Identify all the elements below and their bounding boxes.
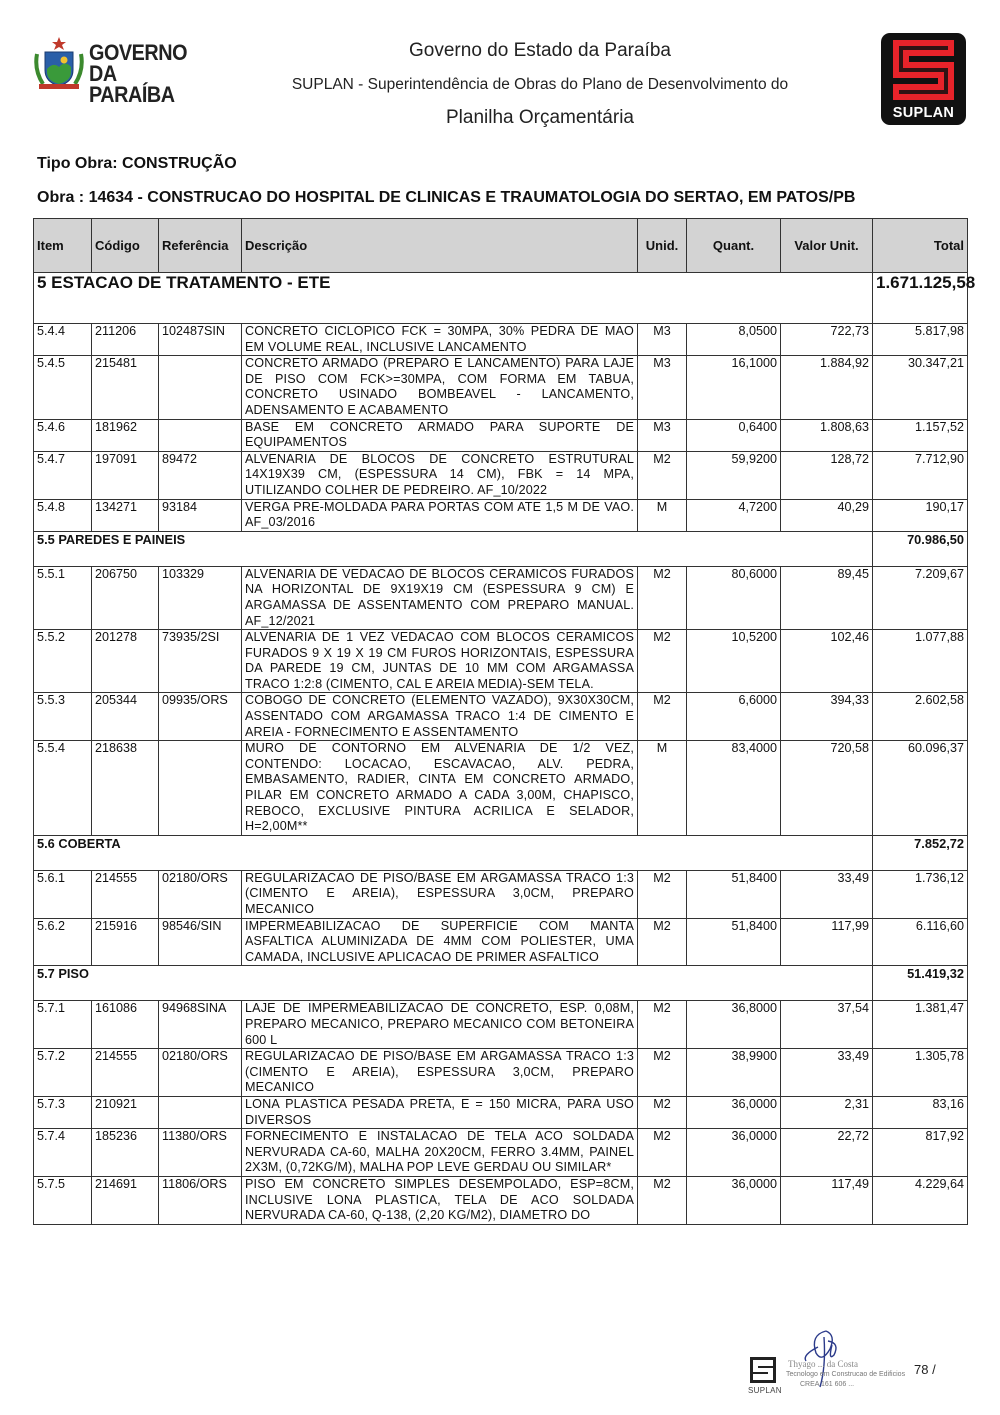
cell-referencia: 11380/ORS <box>159 1129 242 1177</box>
cell-descricao: VERGA PRE-MOLDADA PARA PORTAS COM ATE 1,5 M DE VAO. AF_03/2016 <box>242 499 638 531</box>
signature-icon <box>796 1327 856 1389</box>
cell-valor-unit: 1.884,92 <box>781 356 873 419</box>
cell-descricao: CONCRETO CICLOPICO FCK = 30MPA, 30% PEDRA DE MAO EM VOLUME REAL, INCLUSIVE LANCAMENTO <box>242 324 638 356</box>
cell-referencia: 89472 <box>159 451 242 499</box>
cell-descricao: LONA PLASTICA PESADA PRETA, E = 150 MICRA, PARA USO DIVERSOS <box>242 1096 638 1128</box>
cell-item: 5.5.2 <box>34 630 92 693</box>
cell-unid: M3 <box>638 419 687 451</box>
cell-codigo: 215916 <box>92 918 159 966</box>
cell-total: 7.712,90 <box>873 451 968 499</box>
obra-title: Obra : 14634 - CONSTRUCAO DO HOSPITAL DE CLINICAS E TRAUMATOLOGIA DO SERTAO, EM PATOS/PB <box>37 189 856 206</box>
cell-item: 5.5.3 <box>34 693 92 741</box>
cell-unid: M2 <box>638 1001 687 1049</box>
cell-codigo: 201278 <box>92 630 159 693</box>
cell-valor-unit: 40,29 <box>781 499 873 531</box>
cell-item: 5.7.1 <box>34 1001 92 1049</box>
cell-referencia: 98546/SIN <box>159 918 242 966</box>
cell-unid: M2 <box>638 1129 687 1177</box>
section-row <box>34 966 968 1001</box>
table-row <box>34 1049 968 1097</box>
cell-total: 30.347,21 <box>873 356 968 419</box>
cell-item: 5.7.5 <box>34 1176 92 1224</box>
col-header-codigo: Código <box>92 219 159 273</box>
cell-valor-unit: 117,49 <box>781 1176 873 1224</box>
cell-item: 5.6.2 <box>34 918 92 966</box>
cell-unid: M2 <box>638 693 687 741</box>
tipo-obra: Tipo Obra: CONSTRUÇÃO <box>37 155 237 172</box>
page-number: 78 / <box>914 1362 936 1377</box>
cell-valor-unit: 33,49 <box>781 870 873 918</box>
table-row <box>34 451 968 499</box>
cell-quant: 80,6000 <box>687 566 781 629</box>
cell-quant: 4,7200 <box>687 499 781 531</box>
col-header-total: Total <box>873 219 968 273</box>
section-total: 1.671.125,58 <box>873 273 968 324</box>
col-header-quant: Quant. <box>687 219 781 273</box>
cell-codigo: 211206 <box>92 324 159 356</box>
cell-referencia <box>159 1096 242 1128</box>
cell-item: 5.4.4 <box>34 324 92 356</box>
cell-total: 60.096,37 <box>873 741 968 836</box>
cell-total: 6.116,60 <box>873 918 968 966</box>
col-header-item: Item <box>34 219 92 273</box>
cell-item: 5.5.1 <box>34 566 92 629</box>
cell-codigo: 214555 <box>92 1049 159 1097</box>
cell-valor-unit: 128,72 <box>781 451 873 499</box>
cell-valor-unit: 720,58 <box>781 741 873 836</box>
cell-referencia <box>159 741 242 836</box>
table-row <box>34 566 968 629</box>
section-label: 5 ESTACAO DE TRATAMENTO - ETE <box>34 273 873 324</box>
table-row <box>34 918 968 966</box>
cell-total: 1.381,47 <box>873 1001 968 1049</box>
stamp-role: Tecnologo em Construcao de Edificios <box>786 1371 906 1378</box>
cell-codigo: 215481 <box>92 356 159 419</box>
cell-codigo: 161086 <box>92 1001 159 1049</box>
table-row <box>34 1129 968 1177</box>
cell-quant: 36,0000 <box>687 1129 781 1177</box>
cell-referencia: 02180/ORS <box>159 870 242 918</box>
table-row <box>34 741 968 836</box>
cell-referencia <box>159 356 242 419</box>
cell-unid: M <box>638 499 687 531</box>
cell-unid: M2 <box>638 870 687 918</box>
cell-total: 7.209,67 <box>873 566 968 629</box>
cell-descricao: ALVENARIA DE VEDACAO DE BLOCOS CERAMICOS FURADOS NA HORIZONTAL DE 9X19X19 CM (ESPESSURA 9 CM) E ARGAMASSA DE ASSENTAMENTO COM PREPARO MANUAL. AF_12/2021 <box>242 566 638 629</box>
budget-table <box>33 218 976 1225</box>
section-total: 51.419,32 <box>873 966 968 1001</box>
cell-referencia: 11806/ORS <box>159 1176 242 1224</box>
cell-valor-unit: 722,73 <box>781 324 873 356</box>
cell-valor-unit: 22,72 <box>781 1129 873 1177</box>
cell-descricao: ALVENARIA DE 1 VEZ VEDACAO COM BLOCOS CERAMICOS FURADOS 9 X 19 X 19 CM FUROS HORIZONTAIS, ESPESSURA DA PAREDE 19 CM, JUNTAS DE 10 MM COM ARGAMASSA TRACO 1:2:8 (CIMENTO, CAL E AREIA MEDIA)-SEM TELA. <box>242 630 638 693</box>
cell-referencia: 103329 <box>159 566 242 629</box>
suplan-logo <box>881 33 966 125</box>
cell-total: 1.157,52 <box>873 419 968 451</box>
col-header-descricao: Descrição <box>242 219 638 273</box>
table-row <box>34 693 968 741</box>
cell-referencia: 94968SINA <box>159 1001 242 1049</box>
table-row <box>34 499 968 531</box>
cell-item: 5.7.4 <box>34 1129 92 1177</box>
cell-unid: M2 <box>638 566 687 629</box>
cell-unid: M2 <box>638 1176 687 1224</box>
cell-valor-unit: 1.808,63 <box>781 419 873 451</box>
cell-referencia: 73935/2SI <box>159 630 242 693</box>
cell-descricao: FORNECIMENTO E INSTALACAO DE TELA ACO SOLDADA NERVURADA CA-60, MALHA 20X20CM, FERRO 3.4MM, PAINEL 2X3M, (0,72KG/M), MALHA POP LEVE GERDAU OU SIMILAR* <box>242 1129 638 1177</box>
cell-codigo: 181962 <box>92 419 159 451</box>
cell-codigo: 206750 <box>92 566 159 629</box>
cell-referencia: 93184 <box>159 499 242 531</box>
table-row <box>34 1001 968 1049</box>
cell-item: 5.7.3 <box>34 1096 92 1128</box>
cell-item: 5.4.8 <box>34 499 92 531</box>
col-header-valor-unit: Valor Unit. <box>781 219 873 273</box>
cell-item: 5.5.4 <box>34 741 92 836</box>
document-title: Planilha Orçamentária <box>446 107 634 128</box>
section-total: 70.986,50 <box>873 531 968 566</box>
cell-total: 1.736,12 <box>873 870 968 918</box>
budget-table-body <box>34 273 976 1225</box>
cell-codigo: 214691 <box>92 1176 159 1224</box>
cell-descricao: COBOGO DE CONCRETO (ELEMENTO VAZADO), 9X30X30CM, ASSENTADO COM ARGAMASSA TRACO 1:4 DE CIMENTO E AREIA - FORNECIMENTO E ASSENTAMENTO <box>242 693 638 741</box>
cell-quant: 16,1000 <box>687 356 781 419</box>
stamp-suplan-label: SUPLAN <box>748 1386 782 1395</box>
table-row <box>34 356 968 419</box>
cell-item: 5.4.7 <box>34 451 92 499</box>
cell-total: 190,17 <box>873 499 968 531</box>
table-row <box>34 870 968 918</box>
cell-valor-unit: 102,46 <box>781 630 873 693</box>
stamp-registration: CREA 161 606 ... <box>800 1381 855 1388</box>
suplan-s-icon <box>889 40 958 100</box>
suplan-stamp-icon <box>750 1357 776 1383</box>
section-row-main <box>34 273 968 324</box>
cell-descricao: PISO EM CONCRETO SIMPLES DESEMPOLADO, ESP=8CM, INCLUSIVE LONA PLASTICA, TELA DE ACO SOLDADA NERVURADA CA-60, Q-138, (2,20 KG/M2), DIAMETRO DO <box>242 1176 638 1224</box>
cell-item: 5.4.6 <box>34 419 92 451</box>
cell-descricao: REGULARIZACAO DE PISO/BASE EM ARGAMASSA TRACO 1:3 (CIMENTO E AREIA), ESPESSURA 3,0CM, PREPARO MECANICO <box>242 1049 638 1097</box>
cell-total: 4.229,64 <box>873 1176 968 1224</box>
cell-total: 5.817,98 <box>873 324 968 356</box>
cell-codigo: 214555 <box>92 870 159 918</box>
cell-item: 5.6.1 <box>34 870 92 918</box>
cell-total: 817,92 <box>873 1129 968 1177</box>
stamp-name: Thyago ... da Costa <box>788 1359 858 1369</box>
header-title: Governo do Estado da Paraíba <box>409 40 671 61</box>
cell-quant: 83,4000 <box>687 741 781 836</box>
cell-descricao: LAJE DE IMPERMEABILIZACAO DE CONCRETO, ESP. 0,08M, PREPARO MECANICO, PREPARO MECANICO COM BETONEIRA 600 L <box>242 1001 638 1049</box>
cell-valor-unit: 33,49 <box>781 1049 873 1097</box>
cell-item: 5.4.5 <box>34 356 92 419</box>
section-label: 5.5 PAREDES E PAINEIS <box>34 531 873 566</box>
cell-total: 83,16 <box>873 1096 968 1128</box>
cell-quant: 38,9900 <box>687 1049 781 1097</box>
col-header-unid: Unid. <box>638 219 687 273</box>
cell-total: 2.602,58 <box>873 693 968 741</box>
cell-descricao: REGULARIZACAO DE PISO/BASE EM ARGAMASSA TRACO 1:3 (CIMENTO E AREIA), ESPESSURA 3,0CM, PREPARO MECANICO <box>242 870 638 918</box>
cell-unid: M2 <box>638 1096 687 1128</box>
cell-unid: M <box>638 741 687 836</box>
cell-quant: 51,8400 <box>687 870 781 918</box>
cell-codigo: 185236 <box>92 1129 159 1177</box>
section-total: 7.852,72 <box>873 835 968 870</box>
cell-referencia: 09935/ORS <box>159 693 242 741</box>
suplan-logo-label: SUPLAN <box>892 105 955 121</box>
table-header-row <box>34 219 968 273</box>
cell-unid: M3 <box>638 356 687 419</box>
table-row <box>34 324 968 356</box>
cell-quant: 51,8400 <box>687 918 781 966</box>
cell-quant: 36,8000 <box>687 1001 781 1049</box>
cell-codigo: 205344 <box>92 693 159 741</box>
cell-total: 1.077,88 <box>873 630 968 693</box>
cell-descricao: ALVENARIA DE BLOCOS DE CONCRETO ESTRUTURAL 14X19X39 CM, (ESPESSURA 14 CM), FBK = 14 MPA, UTILIZANDO COLHER DE PEDREIRO. AF_10/2022 <box>242 451 638 499</box>
cell-valor-unit: 394,33 <box>781 693 873 741</box>
table-row <box>34 1096 968 1128</box>
header-subtitle: SUPLAN - Superintendência de Obras do Plano de Desenvolvimento do <box>291 76 789 93</box>
cell-valor-unit: 37,54 <box>781 1001 873 1049</box>
cell-valor-unit: 117,99 <box>781 918 873 966</box>
page-header <box>0 0 1000 140</box>
cell-unid: M2 <box>638 918 687 966</box>
cell-descricao: MURO DE CONTORNO EM ALVENARIA DE 1/2 VEZ, CONTENDO: LOCACAO, ESCAVACAO, ALV. PEDRA, EMBASAMENTO, RADIER, CINTA EM CONCRETO ARMADO, PILAR EM CONCRETO ARMADO A CADA 3,00M, CHAPISCO, REBOCO, EXCLUSIVE PINTURA ACRILICA E SELADOR, H=2,00M** <box>242 741 638 836</box>
cell-codigo: 210921 <box>92 1096 159 1128</box>
cell-unid: M2 <box>638 1049 687 1097</box>
cell-referencia: 102487SIN <box>159 324 242 356</box>
cell-descricao: CONCRETO ARMADO (PREPARO E LANCAMENTO) PARA LAJE DE PISO COM FCK>=30MPA, COM FORMA EM TABUA, CONCRETO USINADO BOMBEAVEL - LANCAMENTO, ADENSAMENTO E ACABAMENTO <box>242 356 638 419</box>
cell-unid: M2 <box>638 451 687 499</box>
cell-valor-unit: 2,31 <box>781 1096 873 1128</box>
cell-codigo: 134271 <box>92 499 159 531</box>
gov-logo-line1: GOVERNO <box>89 40 188 65</box>
signature-stamp <box>748 1327 906 1397</box>
cell-descricao: BASE EM CONCRETO ARMADO PARA SUPORTE DE EQUIPAMENTOS <box>242 419 638 451</box>
cell-codigo: 218638 <box>92 741 159 836</box>
cell-valor-unit: 89,45 <box>781 566 873 629</box>
section-row <box>34 531 968 566</box>
cell-unid: M3 <box>638 324 687 356</box>
cell-referencia <box>159 419 242 451</box>
cell-quant: 36,0000 <box>687 1176 781 1224</box>
table-row <box>34 419 968 451</box>
cell-descricao: IMPERMEABILIZACAO DE SUPERFICIE COM MANTA ASFALTICA ALUMINIZADA DE 4MM COM POLIESTER, UMA CAMADA, INCLUSIVE APLICACAO DE PRIMER ASFALTICO <box>242 918 638 966</box>
table-row <box>34 1176 968 1224</box>
cell-item: 5.7.2 <box>34 1049 92 1097</box>
cell-quant: 59,9200 <box>687 451 781 499</box>
cell-quant: 36,0000 <box>687 1096 781 1128</box>
table-row <box>34 630 968 693</box>
section-label: 5.6 COBERTA <box>34 835 873 870</box>
cell-referencia: 02180/ORS <box>159 1049 242 1097</box>
section-row <box>34 835 968 870</box>
cell-total: 1.305,78 <box>873 1049 968 1097</box>
cell-quant: 6,6000 <box>687 693 781 741</box>
section-label: 5.7 PISO <box>34 966 873 1001</box>
cell-codigo: 197091 <box>92 451 159 499</box>
col-header-referencia: Referência <box>159 219 242 273</box>
gov-logo-line2: DA PARAÍBA <box>89 61 175 107</box>
cell-quant: 8,0500 <box>687 324 781 356</box>
cell-quant: 0,6400 <box>687 419 781 451</box>
cell-quant: 10,5200 <box>687 630 781 693</box>
cell-unid: M2 <box>638 630 687 693</box>
